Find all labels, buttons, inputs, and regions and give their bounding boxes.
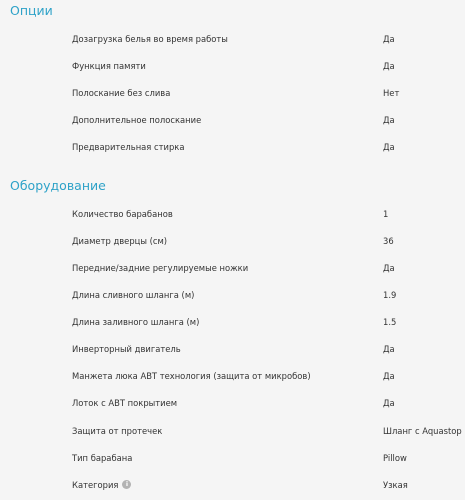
spec-label: Лоток с ABT покрытием	[72, 398, 178, 408]
spec-row	[0, 341, 465, 357]
spec-value: Да	[383, 61, 395, 71]
spec-row	[0, 395, 465, 411]
spec-value: 1.9	[383, 290, 397, 300]
spec-label: Количество барабанов	[72, 209, 173, 219]
spec-row	[0, 112, 465, 128]
spec-row	[0, 423, 465, 439]
spec-value: Да	[383, 344, 395, 354]
spec-row	[0, 368, 465, 384]
spec-label-text: Категория	[72, 480, 119, 490]
info-icon[interactable]: i	[122, 480, 131, 489]
spec-value: Узкая	[383, 480, 408, 490]
spec-value: 1.5	[383, 317, 397, 327]
spec-label: Передние/задние регулируемые ножки	[72, 263, 249, 273]
spec-value: Да	[383, 142, 395, 152]
spec-label: Защита от протечек	[72, 426, 163, 436]
spec-label: Дополнительное полоскание	[72, 115, 202, 125]
spec-label: Предварительная стирка	[72, 142, 185, 152]
spec-row	[0, 85, 465, 101]
spec-row	[0, 314, 465, 330]
spec-value: 36	[383, 236, 394, 246]
spec-row	[0, 233, 465, 249]
spec-value: Да	[383, 263, 395, 273]
spec-row	[0, 31, 465, 47]
spec-row	[0, 287, 465, 303]
spec-row	[0, 450, 465, 466]
spec-label: Инверторный двигатель	[72, 344, 181, 354]
spec-label: Тип барабана	[72, 453, 133, 463]
spec-value: Да	[383, 398, 395, 408]
spec-row	[0, 477, 465, 493]
spec-value: Да	[383, 34, 395, 44]
spec-value: Нет	[383, 88, 400, 98]
spec-label: Полоскание без слива	[72, 88, 171, 98]
spec-label: Диаметр дверцы (см)	[72, 236, 168, 246]
spec-value: 1	[383, 209, 389, 219]
section-title-equipment: Оборудование	[10, 178, 106, 193]
spec-label: Манжета люка ABT технология (защита от микробов)	[72, 371, 311, 381]
spec-label: Дозагрузка белья во время работы	[72, 34, 228, 44]
spec-value: Pillow	[383, 453, 407, 463]
spec-row	[0, 139, 465, 155]
spec-label: Длина заливного шланга (м)	[72, 317, 200, 327]
spec-value: Шланг с Aquastop	[383, 426, 462, 436]
spec-value: Да	[383, 115, 395, 125]
spec-row	[0, 58, 465, 74]
spec-label-with-info	[72, 477, 131, 493]
spec-row	[0, 206, 465, 222]
spec-label: Длина сливного шланга (м)	[72, 290, 195, 300]
spec-label: Функция памяти	[72, 61, 146, 71]
section-title-options: Опции	[10, 3, 53, 18]
spec-row	[0, 260, 465, 276]
spec-value: Да	[383, 371, 395, 381]
